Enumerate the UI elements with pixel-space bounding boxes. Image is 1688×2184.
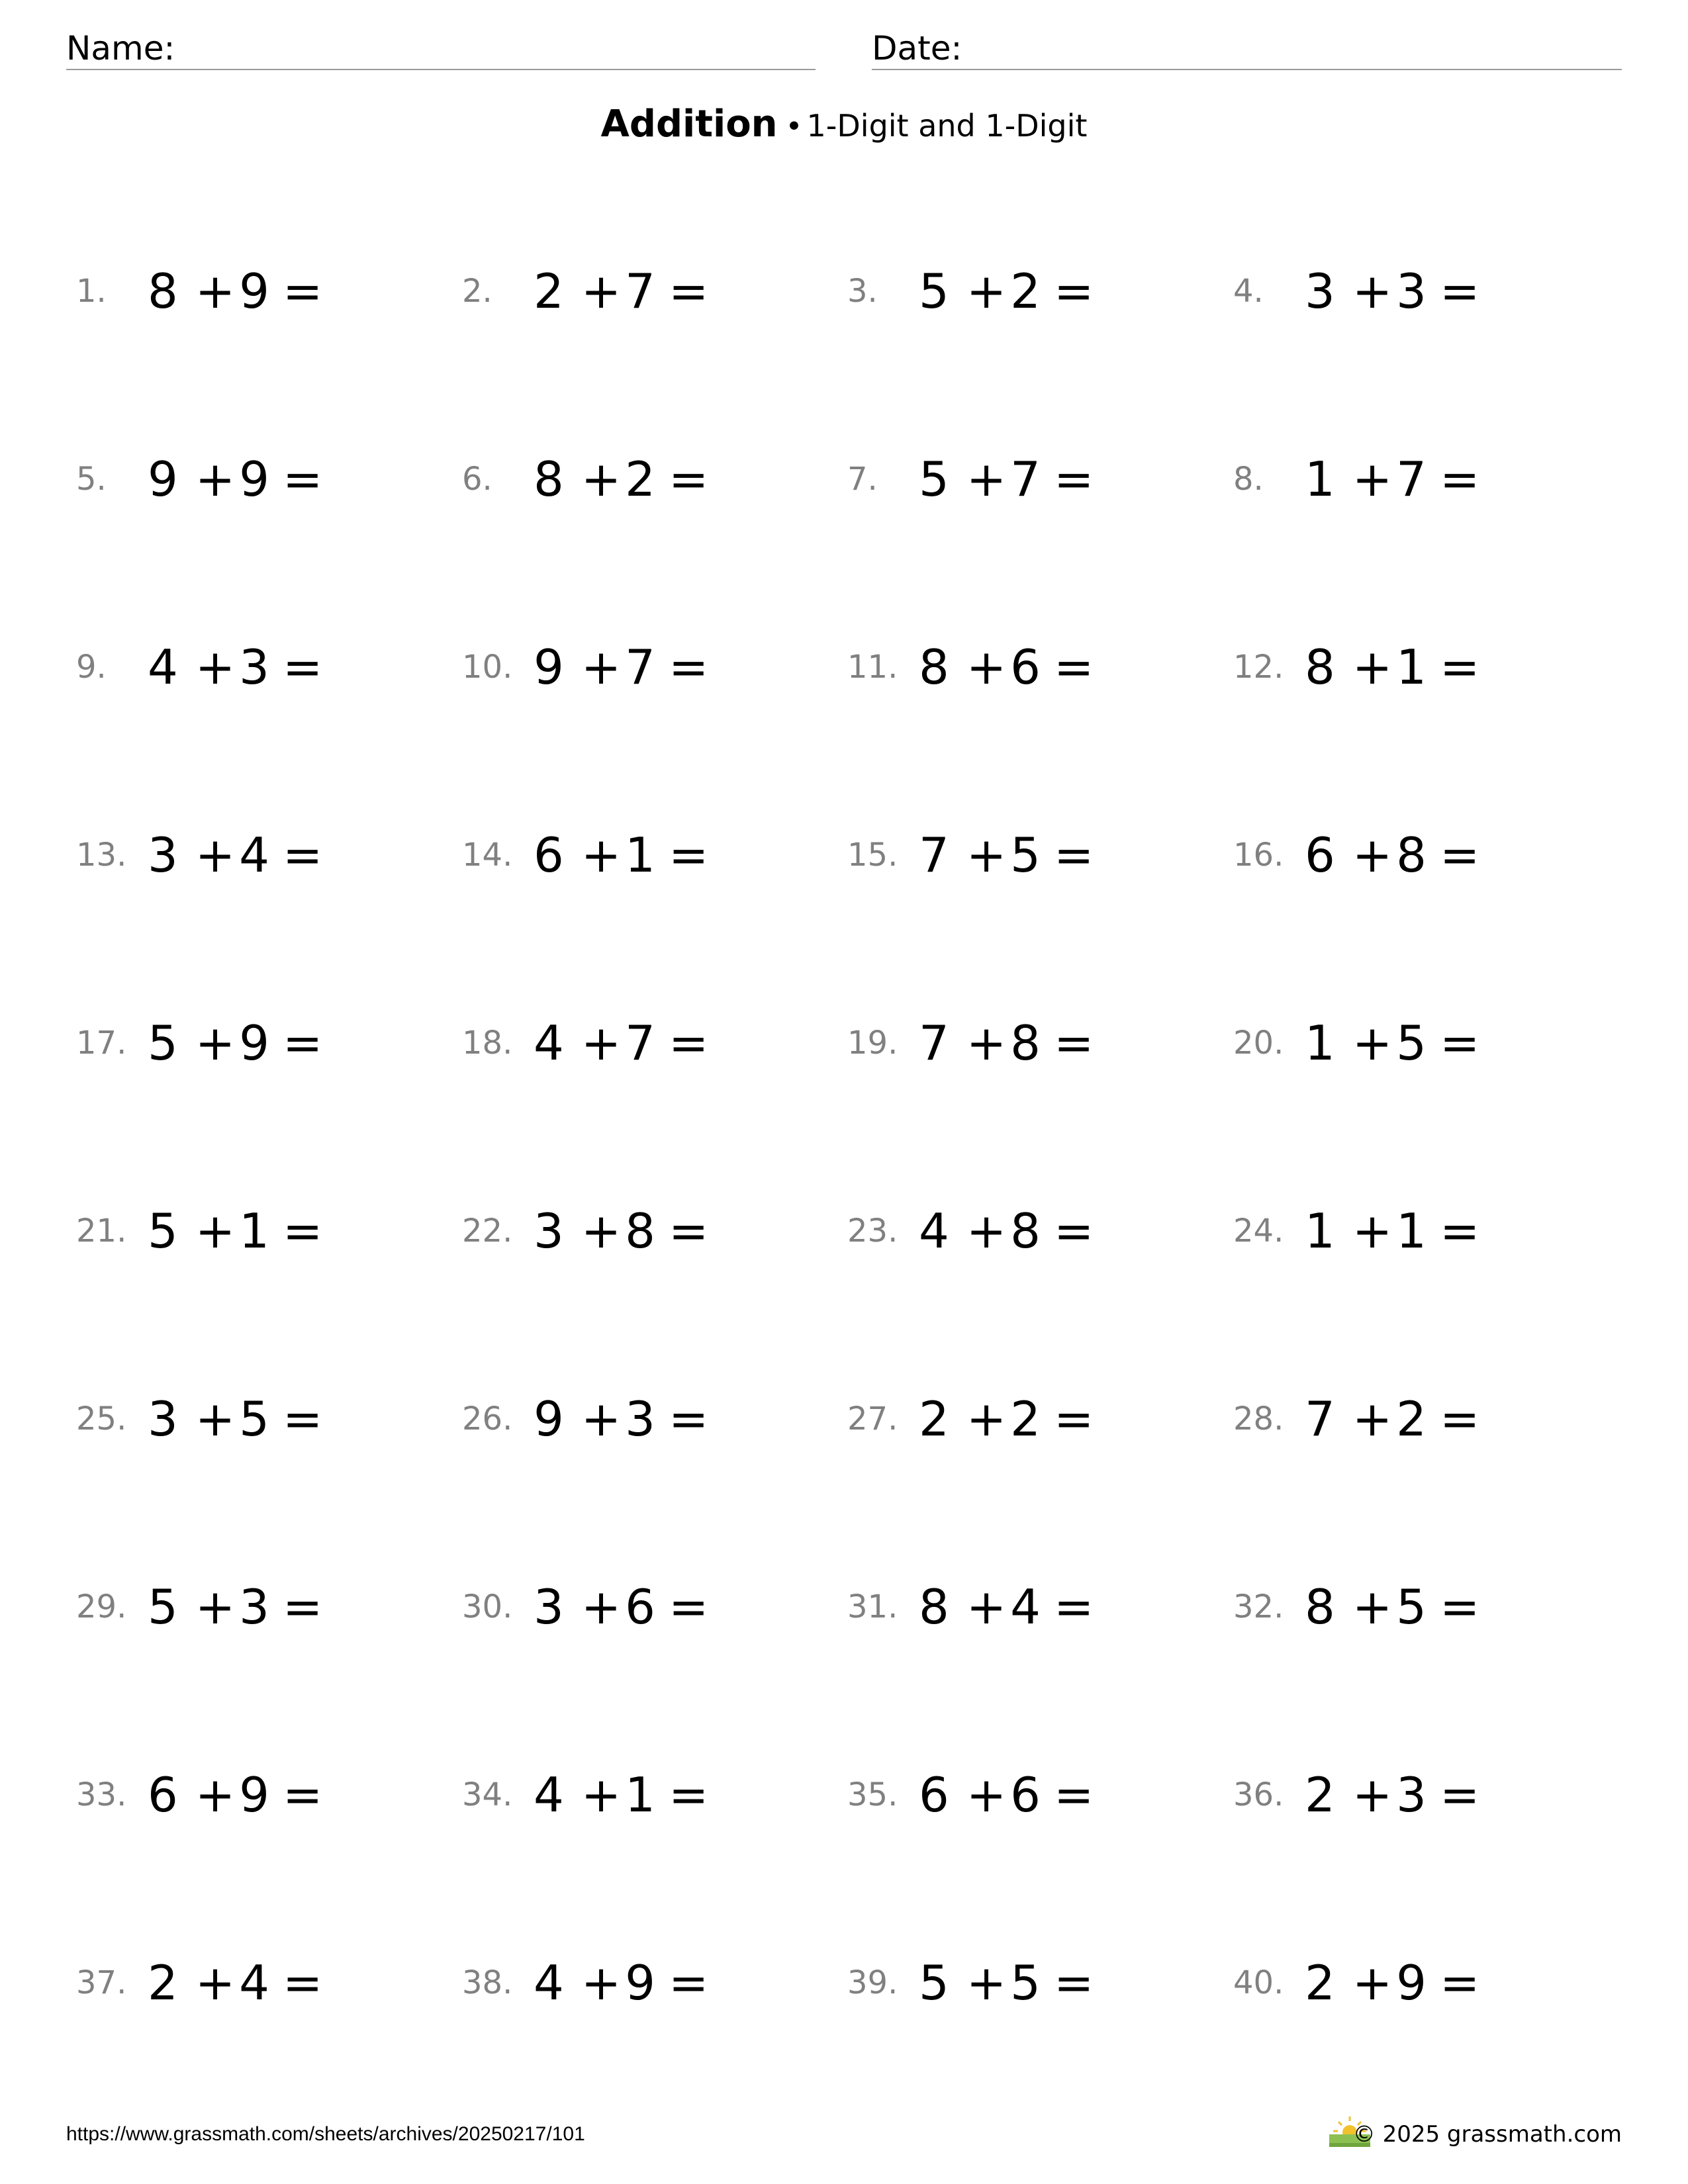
equals-sign: = <box>282 451 323 507</box>
problem-number: 2. <box>462 273 492 310</box>
problem-number: 33. <box>76 1776 127 1813</box>
problem-expression <box>534 263 709 319</box>
equals-sign: = <box>1053 263 1094 319</box>
operand-b: 9 <box>1396 1955 1427 2011</box>
title-subtitle: 1-Digit and 1-Digit <box>806 108 1088 144</box>
operand-a: 7 <box>1305 1391 1335 1447</box>
operand-b: 3 <box>239 639 269 695</box>
problem-expression <box>1305 1579 1480 1635</box>
problem-expression <box>1305 1767 1480 1823</box>
problem-expression <box>919 1015 1094 1071</box>
operand-b: 2 <box>625 451 655 507</box>
problem-number: 37. <box>76 1964 127 2001</box>
operand-b: 2 <box>1010 1391 1041 1447</box>
problem-expression <box>534 639 709 695</box>
problem-number: 24. <box>1233 1212 1284 1250</box>
operand-a: 8 <box>919 1579 949 1635</box>
operand-a: 9 <box>534 1391 564 1447</box>
problem-number: 39. <box>847 1964 898 2001</box>
operand-a: 6 <box>919 1767 949 1823</box>
operand-a: 4 <box>534 1767 564 1823</box>
problem-number: 27. <box>847 1400 898 1437</box>
problem-expression <box>919 827 1094 883</box>
problem-number: 21. <box>76 1212 127 1250</box>
operator: + <box>581 1767 622 1823</box>
footer-url: https://www.grassmath.com/sheets/archives/20250217/101 <box>66 2123 585 2145</box>
problem-number: 17. <box>76 1024 127 1062</box>
equals-sign: = <box>282 1203 323 1259</box>
equals-sign: = <box>1439 827 1480 883</box>
equals-sign: = <box>668 1015 709 1071</box>
operator: + <box>581 451 622 507</box>
operator: + <box>1352 1203 1393 1259</box>
operand-b: 6 <box>1010 639 1041 695</box>
operand-a: 5 <box>919 263 949 319</box>
equals-sign: = <box>668 263 709 319</box>
operand-b: 6 <box>1010 1767 1041 1823</box>
operand-b: 3 <box>1396 263 1427 319</box>
operator: + <box>966 1579 1007 1635</box>
operand-a: 4 <box>148 639 178 695</box>
equals-sign: = <box>668 451 709 507</box>
operator: + <box>1352 263 1393 319</box>
equals-sign: = <box>668 1955 709 2011</box>
equals-sign: = <box>1053 1015 1094 1071</box>
equals-sign: = <box>1439 451 1480 507</box>
problem-number: 3. <box>847 273 878 310</box>
operator: + <box>195 1955 236 2011</box>
equals-sign: = <box>1439 1767 1480 1823</box>
operator: + <box>966 1955 1007 2011</box>
operand-b: 4 <box>1010 1579 1041 1635</box>
operand-b: 7 <box>1396 451 1427 507</box>
operator: + <box>195 1015 236 1071</box>
problem-number: 15. <box>847 837 898 874</box>
problem-number: 4. <box>1233 273 1264 310</box>
equals-sign: = <box>1053 451 1094 507</box>
operator: + <box>1352 1391 1393 1447</box>
problem-number: 16. <box>1233 837 1284 874</box>
equals-sign: = <box>1053 639 1094 695</box>
operator: + <box>581 1391 622 1447</box>
operator: + <box>966 1391 1007 1447</box>
equals-sign: = <box>668 1767 709 1823</box>
operator: + <box>195 451 236 507</box>
problem-number: 38. <box>462 1964 513 2001</box>
equals-sign: = <box>282 827 323 883</box>
problem-number: 19. <box>847 1024 898 1062</box>
equals-sign: = <box>282 639 323 695</box>
problem-number: 20. <box>1233 1024 1284 1062</box>
operator: + <box>581 827 622 883</box>
problem-expression <box>919 1391 1094 1447</box>
problem-expression <box>919 263 1094 319</box>
operand-b: 5 <box>1010 1955 1041 2011</box>
operand-a: 4 <box>534 1015 564 1071</box>
equals-sign: = <box>1053 1391 1094 1447</box>
equals-sign: = <box>1439 263 1480 319</box>
equals-sign: = <box>668 1391 709 1447</box>
operator: + <box>966 639 1007 695</box>
operand-a: 2 <box>919 1391 949 1447</box>
operand-a: 5 <box>148 1579 178 1635</box>
operand-b: 5 <box>1396 1579 1427 1635</box>
operand-a: 1 <box>1305 1203 1335 1259</box>
operator: + <box>1352 827 1393 883</box>
problem-number: 10. <box>462 649 513 686</box>
problem-number: 25. <box>76 1400 127 1437</box>
operator: + <box>581 639 622 695</box>
operand-b: 3 <box>239 1579 269 1635</box>
operator: + <box>966 827 1007 883</box>
operator: + <box>1352 639 1393 695</box>
operand-b: 9 <box>239 1015 269 1071</box>
operand-b: 1 <box>625 827 655 883</box>
problem-expression <box>148 1767 323 1823</box>
problem-number: 29. <box>76 1588 127 1625</box>
problem-expression <box>534 1203 709 1259</box>
equals-sign: = <box>1053 1767 1094 1823</box>
problem-expression <box>148 1015 323 1071</box>
problem-number: 5. <box>76 461 107 498</box>
operator: + <box>581 1579 622 1635</box>
problem-number: 18. <box>462 1024 513 1062</box>
problem-expression <box>148 451 323 507</box>
problem-expression <box>919 451 1094 507</box>
operand-a: 5 <box>919 451 949 507</box>
equals-sign: = <box>282 1955 323 2011</box>
problem-expression <box>534 1955 709 2011</box>
problem-expression <box>148 263 323 319</box>
operator: + <box>966 1203 1007 1259</box>
operand-b: 8 <box>625 1203 655 1259</box>
problem-number: 13. <box>76 837 127 874</box>
operand-a: 1 <box>1305 451 1335 507</box>
equals-sign: = <box>282 1767 323 1823</box>
operator: + <box>966 1015 1007 1071</box>
problem-number: 40. <box>1233 1964 1284 2001</box>
problem-expression <box>1305 1955 1480 2011</box>
operand-a: 5 <box>148 1015 178 1071</box>
problem-expression <box>534 1767 709 1823</box>
operator: + <box>966 263 1007 319</box>
operand-b: 3 <box>625 1391 655 1447</box>
operand-b: 5 <box>1396 1015 1427 1071</box>
problem-expression <box>534 1579 709 1635</box>
operator: + <box>195 263 236 319</box>
date-label: Date: <box>872 29 962 68</box>
problem-number: 12. <box>1233 649 1284 686</box>
name-field[interactable] <box>66 24 816 70</box>
operand-b: 2 <box>1010 263 1041 319</box>
operand-b: 7 <box>625 639 655 695</box>
operand-a: 2 <box>534 263 564 319</box>
operand-a: 8 <box>148 263 178 319</box>
problem-number: 35. <box>847 1776 898 1813</box>
title-separator: • <box>785 110 803 144</box>
operand-a: 8 <box>1305 1579 1335 1635</box>
operand-a: 3 <box>148 1391 178 1447</box>
problem-expression <box>919 1203 1094 1259</box>
operand-a: 6 <box>534 827 564 883</box>
problem-expression <box>1305 451 1480 507</box>
operand-b: 6 <box>625 1579 655 1635</box>
operator: + <box>195 639 236 695</box>
problem-number: 32. <box>1233 1588 1284 1625</box>
operand-a: 8 <box>534 451 564 507</box>
problem-expression <box>1305 1391 1480 1447</box>
operand-a: 6 <box>148 1767 178 1823</box>
equals-sign: = <box>1053 1203 1094 1259</box>
worksheet-title <box>0 103 1688 146</box>
operand-b: 8 <box>1010 1015 1041 1071</box>
equals-sign: = <box>282 1015 323 1071</box>
footer-copyright: © 2025 grassmath.com <box>1352 2121 1622 2148</box>
operand-b: 9 <box>625 1955 655 2011</box>
problem-expression <box>148 639 323 695</box>
equals-sign: = <box>668 827 709 883</box>
operand-b: 3 <box>1396 1767 1427 1823</box>
equals-sign: = <box>1439 1391 1480 1447</box>
problem-expression <box>534 827 709 883</box>
problem-number: 28. <box>1233 1400 1284 1437</box>
problem-expression <box>148 1203 323 1259</box>
operand-a: 5 <box>148 1203 178 1259</box>
equals-sign: = <box>1053 827 1094 883</box>
title-main: Addition <box>600 103 778 146</box>
problem-expression <box>1305 1015 1480 1071</box>
equals-sign: = <box>1053 1955 1094 2011</box>
equals-sign: = <box>1439 1955 1480 2011</box>
operand-a: 3 <box>148 827 178 883</box>
operand-a: 8 <box>919 639 949 695</box>
problem-number: 22. <box>462 1212 513 1250</box>
operator: + <box>195 827 236 883</box>
operand-b: 8 <box>1010 1203 1041 1259</box>
problem-expression <box>919 639 1094 695</box>
problem-expression <box>919 1767 1094 1823</box>
operand-b: 2 <box>1396 1391 1427 1447</box>
operand-b: 5 <box>239 1391 269 1447</box>
operator: + <box>581 263 622 319</box>
operand-b: 4 <box>239 1955 269 2011</box>
equals-sign: = <box>1439 1203 1480 1259</box>
problem-number: 9. <box>76 649 107 686</box>
problem-expression <box>534 1391 709 1447</box>
operand-a: 7 <box>919 1015 949 1071</box>
problem-expression <box>148 827 323 883</box>
operator: + <box>1352 451 1393 507</box>
operand-a: 6 <box>1305 827 1335 883</box>
operator: + <box>1352 1955 1393 2011</box>
operator: + <box>966 1767 1007 1823</box>
operand-a: 4 <box>534 1955 564 2011</box>
problem-number: 31. <box>847 1588 898 1625</box>
problem-expression <box>919 1955 1094 2011</box>
operator: + <box>195 1391 236 1447</box>
operator: + <box>195 1767 236 1823</box>
operand-a: 7 <box>919 827 949 883</box>
equals-sign: = <box>282 263 323 319</box>
equals-sign: = <box>1053 1579 1094 1635</box>
equals-sign: = <box>668 639 709 695</box>
problem-expression <box>1305 639 1480 695</box>
equals-sign: = <box>668 1579 709 1635</box>
operand-b: 7 <box>625 1015 655 1071</box>
operand-b: 7 <box>1010 451 1041 507</box>
name-label: Name: <box>66 29 175 68</box>
problem-expression <box>1305 263 1480 319</box>
operand-a: 3 <box>534 1203 564 1259</box>
problem-expression <box>1305 827 1480 883</box>
problem-expression <box>534 1015 709 1071</box>
equals-sign: = <box>1439 1015 1480 1071</box>
equals-sign: = <box>1439 639 1480 695</box>
problem-number: 7. <box>847 461 878 498</box>
operand-a: 9 <box>148 451 178 507</box>
operand-a: 2 <box>1305 1955 1335 2011</box>
operand-b: 1 <box>1396 639 1427 695</box>
operand-b: 4 <box>239 827 269 883</box>
problem-number: 26. <box>462 1400 513 1437</box>
operand-b: 9 <box>239 451 269 507</box>
operand-b: 9 <box>239 263 269 319</box>
operand-a: 3 <box>1305 263 1335 319</box>
operand-b: 1 <box>625 1767 655 1823</box>
operator: + <box>1352 1579 1393 1635</box>
operand-a: 5 <box>919 1955 949 2011</box>
operand-b: 5 <box>1010 827 1041 883</box>
operator: + <box>581 1203 622 1259</box>
equals-sign: = <box>282 1579 323 1635</box>
problem-number: 11. <box>847 649 898 686</box>
problem-expression <box>148 1955 323 2011</box>
operand-a: 9 <box>534 639 564 695</box>
problem-number: 6. <box>462 461 492 498</box>
operator: + <box>195 1579 236 1635</box>
operator: + <box>581 1955 622 2011</box>
operand-b: 7 <box>625 263 655 319</box>
operator: + <box>966 451 1007 507</box>
operator: + <box>581 1015 622 1071</box>
problem-number: 14. <box>462 837 513 874</box>
operand-b: 1 <box>239 1203 269 1259</box>
problem-expression <box>148 1579 323 1635</box>
date-field[interactable] <box>872 24 1622 70</box>
operand-b: 9 <box>239 1767 269 1823</box>
operator: + <box>1352 1015 1393 1071</box>
problem-number: 30. <box>462 1588 513 1625</box>
operand-a: 2 <box>1305 1767 1335 1823</box>
operand-a: 1 <box>1305 1015 1335 1071</box>
problem-number: 23. <box>847 1212 898 1250</box>
operand-a: 3 <box>534 1579 564 1635</box>
problem-number: 34. <box>462 1776 513 1813</box>
equals-sign: = <box>1439 1579 1480 1635</box>
problem-number: 8. <box>1233 461 1264 498</box>
problem-expression <box>919 1579 1094 1635</box>
operand-b: 1 <box>1396 1203 1427 1259</box>
operand-b: 8 <box>1396 827 1427 883</box>
operand-a: 4 <box>919 1203 949 1259</box>
equals-sign: = <box>668 1203 709 1259</box>
problem-expression <box>534 451 709 507</box>
problem-number: 36. <box>1233 1776 1284 1813</box>
problem-expression <box>1305 1203 1480 1259</box>
problem-number: 1. <box>76 273 107 310</box>
operator: + <box>195 1203 236 1259</box>
operator: + <box>1352 1767 1393 1823</box>
equals-sign: = <box>282 1391 323 1447</box>
operand-a: 8 <box>1305 639 1335 695</box>
problem-expression <box>148 1391 323 1447</box>
operand-a: 2 <box>148 1955 178 2011</box>
